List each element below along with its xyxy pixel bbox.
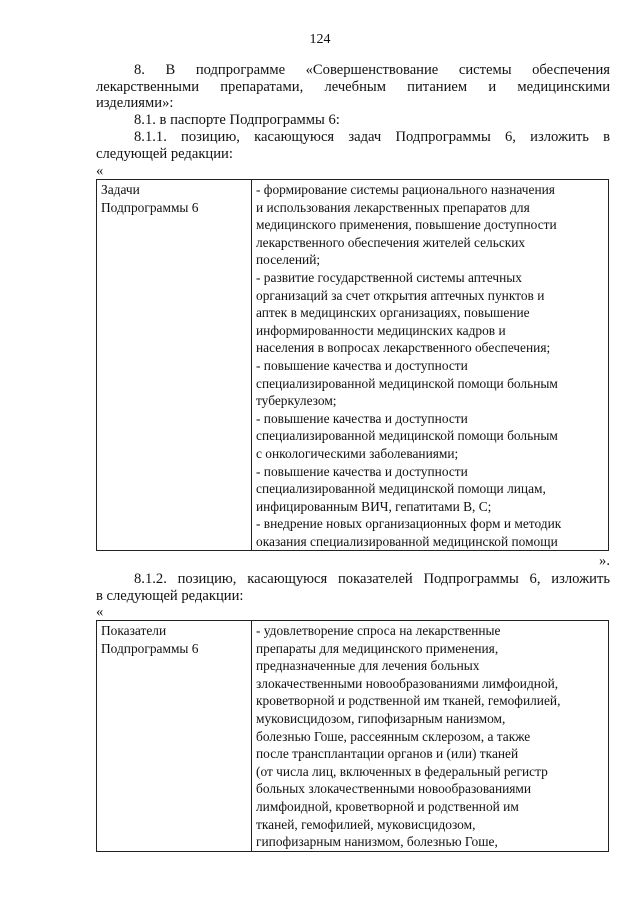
indicators-line: гипофизарным нанизмом, болезнью Гоше, [256,834,498,850]
indicators-label-cell [97,621,252,852]
tasks-line: информированности медицинских кадров и [256,322,506,338]
section-8-1: 8.1. в паспорте Подпрограммы 6: [134,112,340,128]
indicators-line: злокачественными новообразованиями лимфоидной, [256,675,559,691]
tasks-table [96,179,609,551]
indicators-line: - удовлетворение спроса на лекарственные [256,623,501,638]
tasks-line: с онкологическими заболеваниями; [256,445,459,461]
tasks-line: - внедрение новых организационных форм и методик [256,516,562,532]
indicators-line: после трансплантации органов и (или) тканей [256,746,519,762]
tasks-line: - развитие государственной системы аптечных [256,269,522,285]
indicators-table-row [97,621,609,852]
tasks-line: - повышение качества и доступности [256,357,468,373]
page-number: 124 [309,32,331,47]
tasks-line: населения в вопросах лекарственного обеспечения; [256,340,551,356]
indicators-line: препараты для медицинского применения, [256,640,499,656]
section-8-1-2-paragraph [96,571,610,604]
indicators-line: болезнью Гоше, рассеянным склерозом, а также [256,728,531,744]
tasks-line: инфицированным ВИЧ, гепатитами В, С; [256,498,492,514]
section-8-1-1-paragraph [96,129,610,162]
tasks-line: оказания специализированной медицинской помощи [256,533,558,549]
section-8-paragraph [96,62,610,112]
tasks-line: туберкулезом; [256,393,337,409]
indicators-line: муковисцидозом, гипофизарным нанизмом, [256,710,506,726]
indicators-line: больных злокачественными новообразованиями [256,781,532,797]
section-8-1-1-line-1: 8.1.1. позицию, касающуюся задач Подпрограммы 6, изложить в [134,129,610,145]
tasks-line: поселений; [256,252,321,268]
tasks-label-line-2: Подпрограммы 6 [101,199,199,215]
tasks-line: специализированной медицинской помощи больным [256,428,558,444]
section-8-line-1: 8. В подпрограмме «Совершенствование системы обеспечения [134,62,610,78]
tasks-line: и использования лекарственных препаратов для [256,199,530,215]
tasks-line: - повышение качества и доступности [256,463,468,479]
tasks-content-cell [252,180,609,551]
tasks-label-cell [97,180,252,551]
indicators-table [96,620,609,852]
open-quote-2: « [96,604,104,620]
tasks-table-row [97,180,609,551]
indicators-line: (от числа лиц, включенных в федеральный регистр [256,763,548,779]
indicators-label-line-1: Показатели [101,623,167,638]
indicators-line: лимфоидной, кроветворной и родственной им [256,798,519,814]
section-8-1-2-line-1: 8.1.2. позицию, касающуюся показателей Подпрограммы 6, изложить [134,571,610,587]
indicators-line: предназначенные для лечения больных [256,658,480,674]
tasks-line: аптек в медицинских организациях, повышение [256,305,530,321]
tasks-line: организаций за счет открытия аптечных пунктов и [256,287,545,303]
indicators-line: тканей, гемофилией, муковисцидозом, [256,816,476,832]
indicators-line: кроветворной и родственной им тканей, гемофилией, [256,693,561,709]
tasks-line: лекарственного обеспечения жителей сельских [256,234,526,250]
tasks-line: специализированной медицинской помощи лицам, [256,481,546,497]
section-8-1-1-line-2: следующей редакции: [96,145,233,162]
indicators-content-cell [252,621,609,852]
tasks-line: специализированной медицинской помощи больным [256,375,558,391]
section-8-line-2: лекарственными препаратами, лечебным питанием и медицинскими [96,78,610,95]
tasks-line: - формирование системы рационального назначения [256,182,555,197]
section-8-line-3: изделиями»: [96,95,174,112]
open-quote-1: « [96,163,104,179]
tasks-label-line-1: Задачи [101,182,140,197]
close-quote-1: ». [599,553,610,569]
tasks-line: медицинского применения, повышение доступности [256,217,557,233]
indicators-label-line-2: Подпрограммы 6 [101,640,199,656]
section-8-1-2-line-2: в следующей редакции: [96,587,244,604]
tasks-line: - повышение качества и доступности [256,410,468,426]
